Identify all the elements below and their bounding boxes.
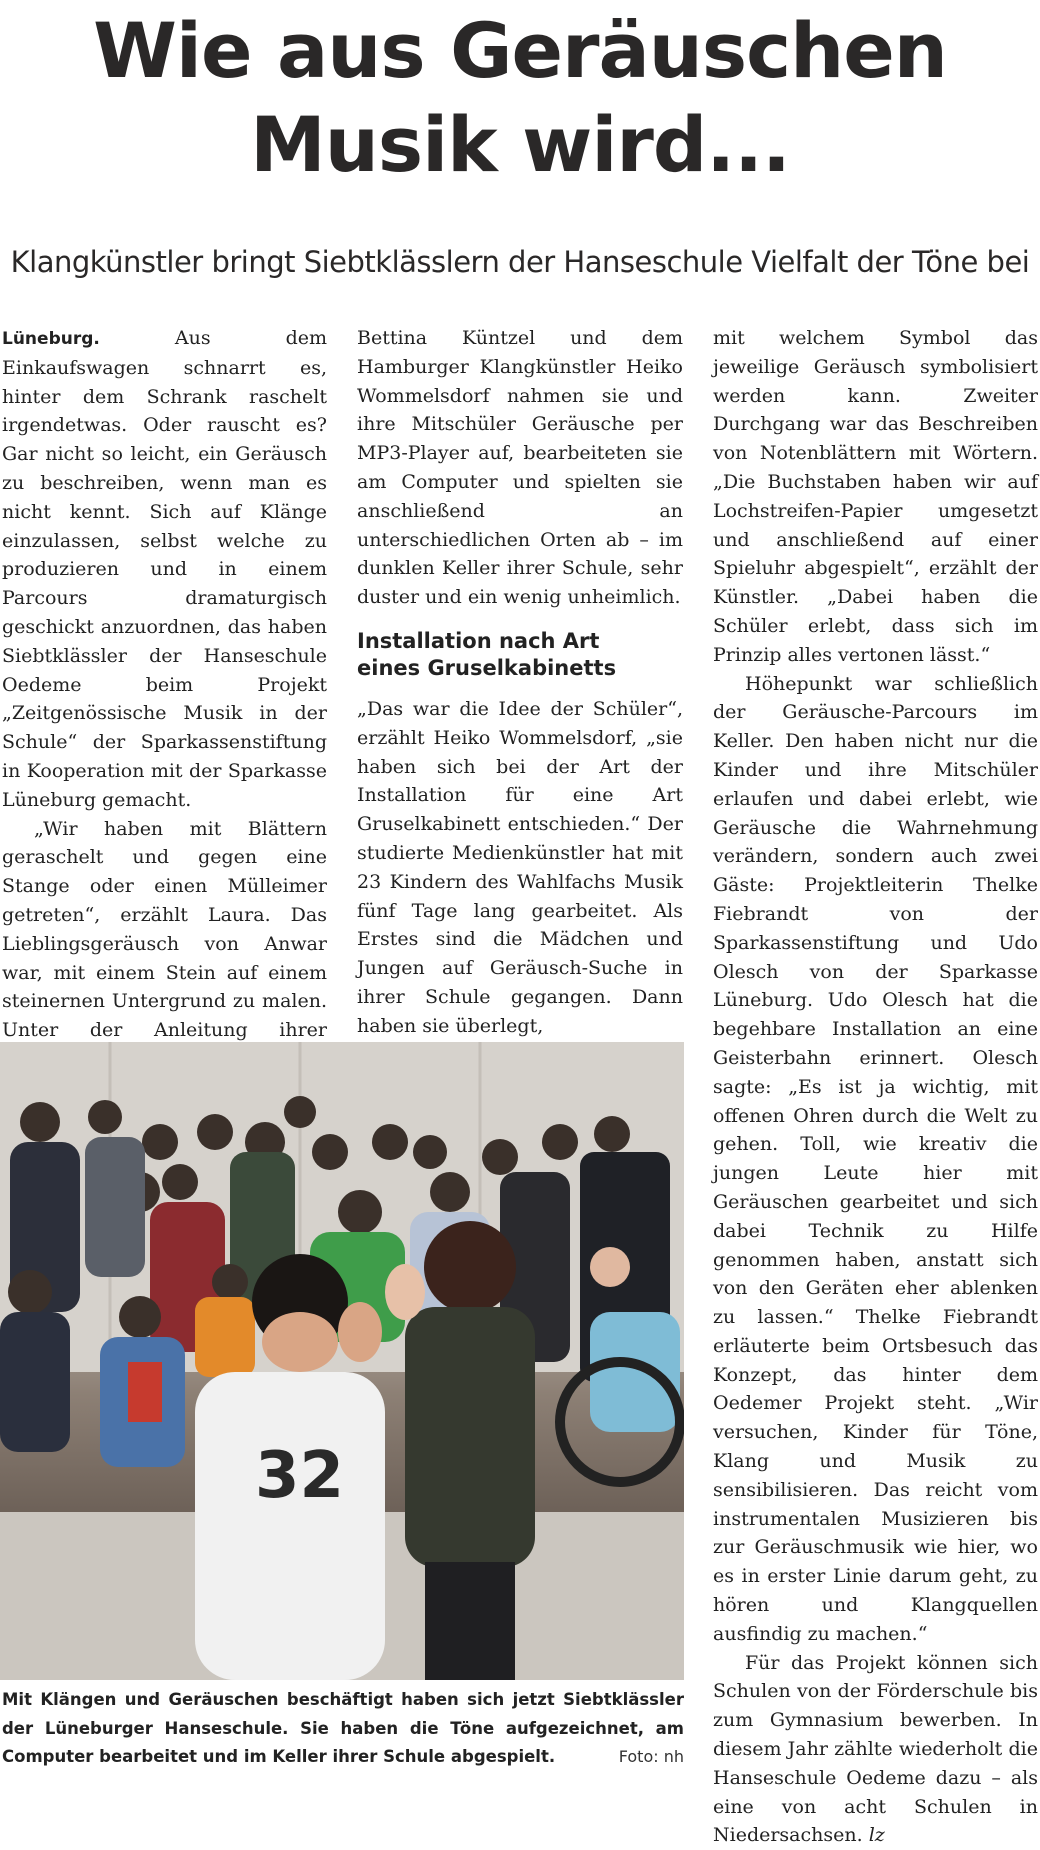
column-2-paragraph-2: „Das war die Idee der Schüler“, erzählt Heiko Wommelsdorf, „sie haben sich bei der Art der Installation für eine Art Gruselkabinett entschieden.“ Der studierte Medienkünstler hat mit 23 Kindern des Wahlfachs Musik fünf Tage lang gearbeitet. Als Erstes sind die Mädchen und Jungen auf Geräusch-Suche in ihrer Schule gegangen. Dann haben sie überlegt, [357,697,683,1037]
caption-text: Mit Klängen und Geräuschen beschäftigt haben sich jetzt Siebtklässler der Lüneburger Hanseschule. Sie haben die Töne aufgezeichnet, am Computer bearbeitet und im Keller ihrer Schule abgespielt. [2,1690,684,1766]
column-2 [357,324,683,1041]
column-1-paragraph-2: „Wir haben mit Blättern geraschelt und gegen eine Stange oder einen Mülleimer getreten“, erzählt Laura. Das Lieblingsgeräusch von Anwar war, mit einem Stein auf einem steinernen Untergrund zu malen. Unter der Anleitung ihrer [2,817,327,1042]
column-3-paragraph-3 [713,1649,1038,1850]
subhead-line-1: Installation nach Art [357,628,600,653]
headline-line-2: Musik wird... [250,100,790,189]
column-3 [713,324,1038,1847]
column-2-paragraph-1: Bettina Küntzel und dem Hamburger Klangkünstler Heiko Wommelsdorf nahmen sie und ihre Mitschüler Geräusche per MP3-Player auf, bearbeiteten sie am Computer und spielten sie anschließend an unterschiedlichen Orten ab – im dunklen Keller ihrer Schule, sehr duster und ein wenig unheimlich. [357,327,683,609]
photo-illustration [0,1042,684,1680]
column-3-paragraph-1: mit welchem Symbol das jeweilige Geräusch symbolisiert werden kann. Zweiter Durchgang war das Beschreiben von Notenblättern mit Wörtern. „Die Buchstaben haben wir auf Lochstreifen-Papier umgesetzt und anschließend auf einer Spieluhr abgespielt“, erzählt der Künstler. „Dabei haben die Schüler erlebt, dass sich im Prinzip alles vertonen lässt.“ [713,327,1038,666]
subline: Klangkünstler bringt Siebtklässlern der Hanseschule Vielfalt der Töne bei [10,245,1030,279]
column-3-paragraph-3-text: Für das Projekt können sich Schulen von der Förderschule bis zum Gymnasium bewerben. In diesem Jahr zählte wiederholt die Hanseschule Oedeme dazu – als eine von acht Schulen in Niedersachsen. [713,1651,1038,1847]
subhead-line-2: eines Gruselkabinetts [357,655,617,680]
headline [0,0,1040,192]
subhead [357,628,683,682]
photo-caption [2,1686,684,1772]
column-1-paragraph-1-text: Aus dem Einkaufswagen schnarrt es, hinter dem Schrank raschelt irgendetwas. Oder rauscht es? Gar nicht so leicht, ein Geräusch zu beschreiben, wenn man es nicht kennt. Sich auf Klänge einzulassen, selbst welche zu produzieren und in einem Parcours dramaturgisch geschickt anzuordnen, das haben Siebtklässler der Hanseschule Oedeme beim Projekt „Zeitgenössische Musik in der Schule“ der Sparkassenstiftung in Kooperation mit der Sparkasse Lüneburg gemacht. [2,327,328,811]
column-1 [2,324,327,1074]
headline-line-1: Wie aus Geräuschen [93,6,947,95]
column-1-paragraph-1 [2,324,327,815]
svg-text:32: 32 [255,1439,345,1513]
author-signature: lz [868,1824,885,1847]
column-3-paragraph-2: Höhepunkt war schließlich der Geräusche-Parcours im Keller. Den haben nicht nur die Kinder und ihre Mitschüler erlaufen und dabei erlebt, wie Geräusche die Wahrnehmung verändern, sondern auch zwei Gäste: Projektleiterin Thelke Fiebrandt von der Sparkassenstiftung und Udo Olesch von der Sparkasse Lüneburg. Udo Olesch hat die begehbare Installation an eine Geisterbahn erinnert. Olesch sagte: „Es ist ja wichtig, mit offenen Ohren durch die Welt zu gehen. Toll, wie kreativ die jungen Leute hier mit Geräuschen gearbeitet und sich dabei Technik zu Hilfe genommen haben, anstatt sich von den Geräten eher ablenken zu lassen.“ Thelke Fiebrandt erläuterte beim Ortsbesuch das Konzept, das hinter dem Oedemer Projekt steht. „Wir versuchen, Kinder für Töne, Klang und Musik zu sensibilisieren. Das reicht vom instrumentalen Musizieren bis zur Geräuschmusik wie hier, wo es in erster Linie darum geht, zu hören und Klangquellen ausfindig zu machen.“ [713,672,1038,1645]
photo-credit: Foto: nh [618,1747,684,1766]
dateline: Lüneburg. [2,329,100,349]
article-photo [0,1042,684,1680]
